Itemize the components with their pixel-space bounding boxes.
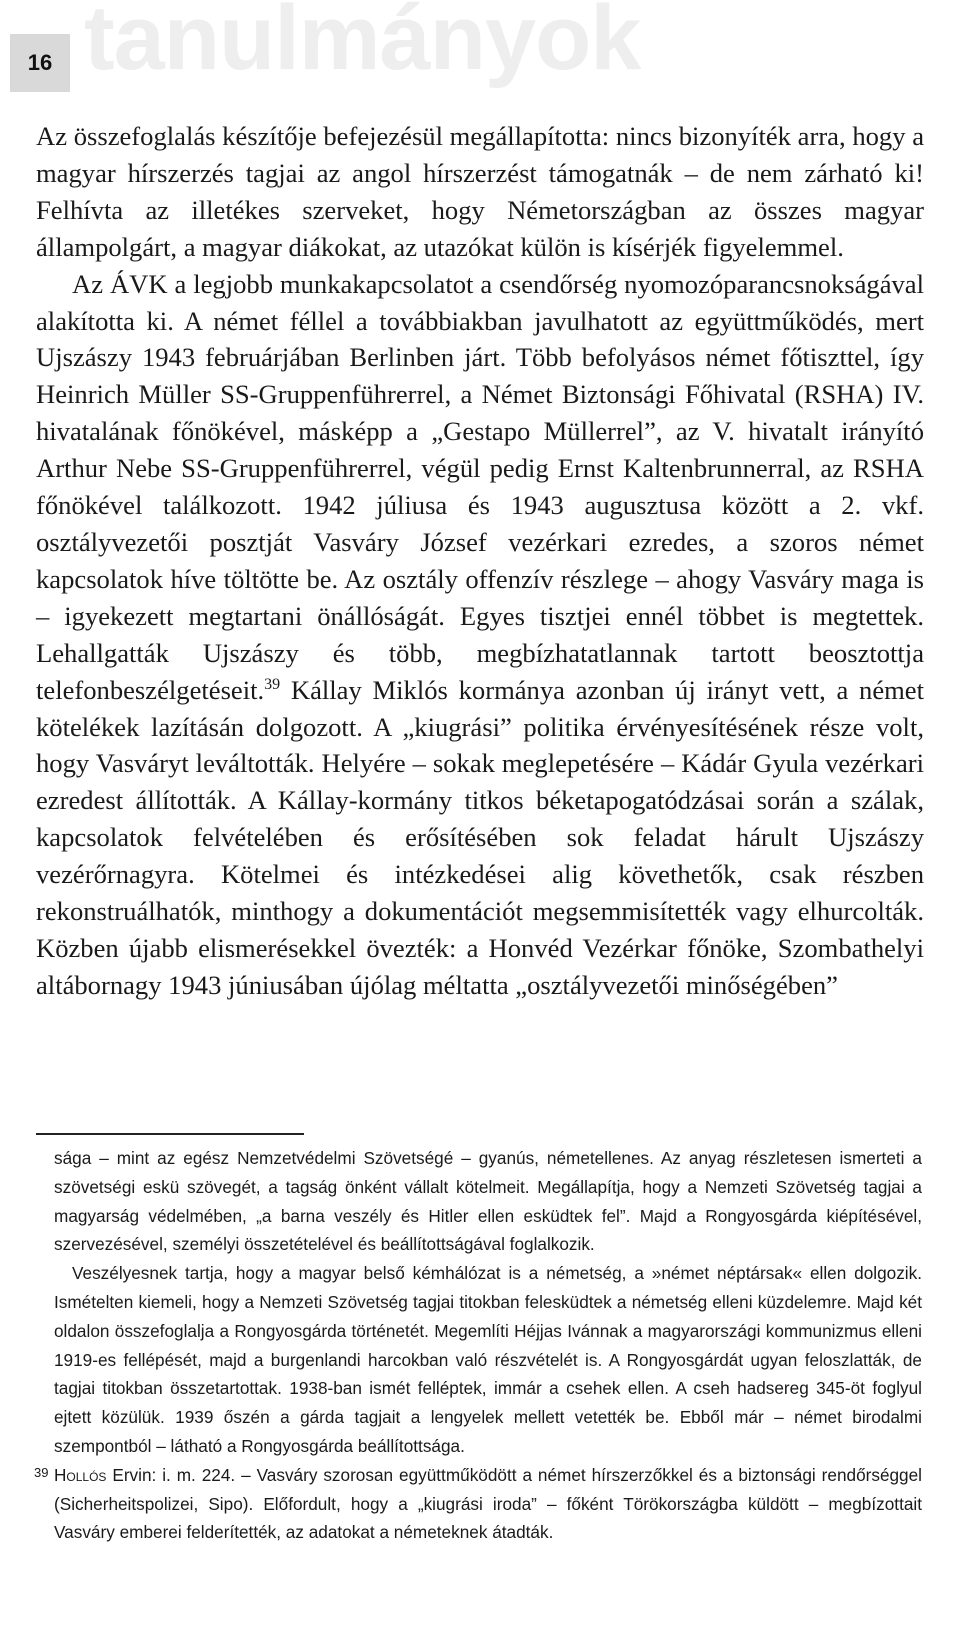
- footnote-continuation: sága – mint az egész Nemzetvédelmi Szövetségé – gyanús, németellenes. Az anyag részletesen ismerteti a szövetségi eskü szövegét, a tagság önként vállalt kötelmeit. Megállapítja, hogy a Nemzeti Szövetség tagjai a magyarság védelmében, „a barna veszély és Hitler ellen esküdtek fel”. Majd a Rongyosgárda kiépítésével, szervezésével, személyi összetételével és beállítottságával foglalkozik.: [54, 1148, 922, 1255]
- footnote-39-text: Ervin: i. m. 224. – Vasváry szorosan együttműködött a német hírszerzőkkel és a biztonsági rendőrséggel (Sicherheitspolizei, Sipo). Előfordult, hogy a „kiugrási iroda” – főként Törökországba küldött – megbízottait Vasváry emberei felderítették, az adatokat a németeknek átadták.: [54, 1464, 922, 1543]
- page-number: 16: [10, 34, 70, 92]
- footnote-39: [36, 1461, 922, 1547]
- body-paragraph-2: [36, 266, 924, 1004]
- paragraph-2-text-end: Kállay Miklós kormánya azonban új irányt vett, a német kötelékek lazításán dolgozott. A „kiugrási” politika érvényesítésének része volt, hogy Vasváryt leváltották. Helyére – sokak meglepetésére – Kádár Gyula vezérkari ezredest állították. A Kállay-kormány titkos béketapogatódzásai során a szálak, kapcsolatok felvételében és erősítésében sok feladat hárult Ujszászy vezérőrnagyra. Kötelmei és intézkedései alig követhetők, csak részben rekonstruálhatók, minthogy a dokumentációt megsemmisítették vagy elhurcolták. Közben újabb elismerésekkel övezték: a Honvéd Vezérkar főnöke, Szombathelyi altábornagy 1943 júniusában újólag méltatta „osztályvezetői minőségében”: [36, 674, 924, 1000]
- footnote-number: 39: [34, 1464, 49, 1480]
- paragraph-2-text-start: Az ÁVK a legjobb munkakapcsolatot a csendőrség nyomozóparancsnokságával alakította ki. A német féllel a továbbiakban javulhatott az együttműködés, mert Ujszászy 1943 februárjában Berlinben járt. Több befolyásos német főtiszttel, így Heinrich Müller SS-Gruppenführerrel, a Német Biztonsági Főhivatal (RSHA) IV. hivatalának főnökével, másképp a „Gestapo Müllerrel”, az V. hivatalt irányító Arthur Nebe SS-Gruppenführerrel, végül pedig Ernst Kaltenbrunnerral, az RSHA főnökével találkozott. 1942 júliusa és 1943 augusztusa között a 2. vkf. osztályvezetői posztját Vasváry József vezérkari ezredes, a szoros német kapcsolatok híve töltötte be. Az osztály offenzív részlege – ahogy Vasváry maga is – igyekezett megtartani önállóságát. Egyes tisztjei ennél többet is megtettek. Lehallgatták Ujszászy és több, megbízhatatlannak tartott beosztottja telefonbeszélgetéseit.: [36, 268, 924, 705]
- footnote-paragraph: Veszélyesnek tartja, hogy a magyar belső kémhálózat is a németség, a »német néptársak« ellen dolgozik. Ismételten kiemeli, hogy a Nemzeti Szövetség tagjai titokban felesküdtek a németség elleni küzdelemre. Majd két oldalon összefoglalja a Rongyosgárda történetét. Megemlíti Héjjas Ivánnak a magyarországi kommunizmus elleni 1919-es fellépését, majd a burgenlandi harcokban való részvételét is. A Rongyosgárdát ugyan feloszlatták, de tagjai titokban összetartottak. 1938-ban ismét felléptek, immár a csehek ellen. A cseh hadsereg 345-öt foglyul ejtett közülük. 1939 őszén a gárda tagjait a lengyelek mellett vetették be. Ebből már – német birodalmi szempontból – látható a Rongyosgárda beállítottsága.: [54, 1263, 922, 1456]
- footnotes: [36, 1144, 922, 1547]
- page-header: [0, 0, 960, 110]
- footnote-reference-39[interactable]: 39: [264, 675, 281, 693]
- footnote-author: Hollós: [54, 1464, 107, 1485]
- footnote-divider: [36, 1133, 304, 1135]
- section-title: tanulmányok: [84, 0, 641, 89]
- body-paragraph-1: Az összefoglalás készítője befejezésül megállapította: nincs bizonyíték arra, hogy a magyar hírszerzés tagjai az angol hírszerzést támogatnák – de nem zárható ki! Felhívta az illetékes szerveket, hogy Németországban az összes magyar állampolgárt, a magyar diákokat, az utazókat külön is kísérjék figyelemmel.: [36, 121, 924, 262]
- main-body-text: [36, 118, 924, 1004]
